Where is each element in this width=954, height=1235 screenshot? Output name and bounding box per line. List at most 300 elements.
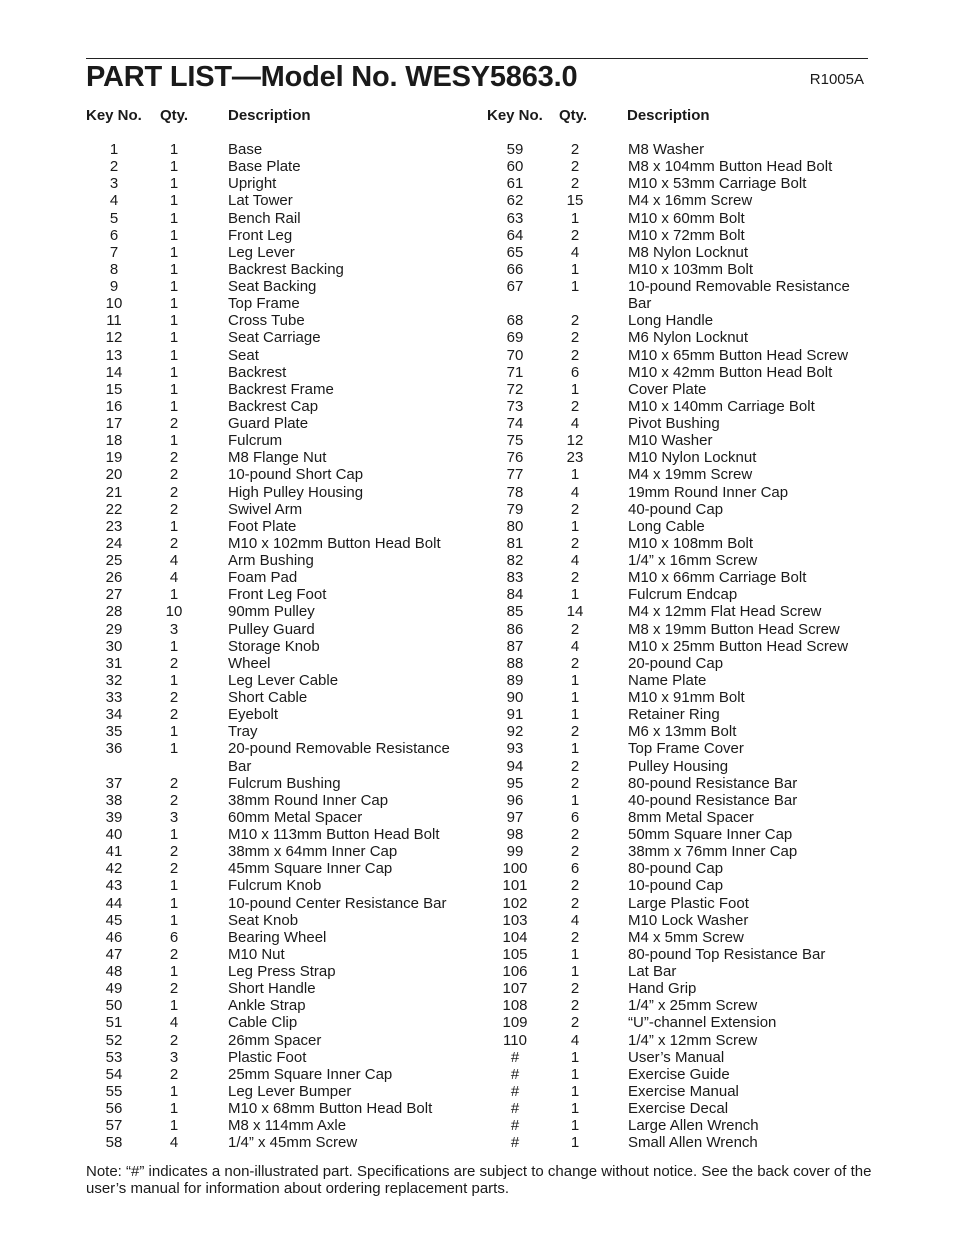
part-key-no: 105 [502, 945, 528, 963]
part-key-no: 39 [105, 808, 123, 826]
part-key-no: 5 [109, 209, 119, 227]
part-description: M8 Flange Nut [228, 449, 327, 467]
part-row [477, 312, 954, 329]
part-qty: 1 [169, 209, 179, 227]
part-qty: 2 [570, 997, 580, 1015]
part-description: M10 Nut [228, 945, 285, 963]
header-key-no-right: Key No. [487, 107, 543, 124]
part-row [477, 775, 954, 792]
part-description: 20-pound Removable Resistance [228, 740, 450, 758]
part-qty: 2 [570, 329, 580, 347]
part-row [0, 1049, 477, 1066]
part-row [477, 809, 954, 826]
part-description: Bearing Wheel [228, 928, 327, 946]
part-qty: 4 [570, 415, 580, 432]
part-row [477, 141, 954, 158]
part-description: User’s Manual [628, 1048, 725, 1066]
part-description: 1/4” x 45mm Screw [228, 1134, 358, 1152]
part-key-no: 8 [109, 260, 119, 278]
part-qty: 1 [169, 1117, 179, 1135]
part-row [0, 535, 477, 552]
part-row [477, 484, 954, 501]
part-qty: 1 [169, 226, 179, 244]
part-qty: 2 [169, 706, 179, 724]
part-key-no: # [510, 1117, 520, 1135]
part-description: 80-pound Resistance Bar [628, 774, 798, 792]
part-key-no: 67 [506, 278, 524, 295]
part-qty: 1 [570, 706, 580, 724]
part-row [0, 689, 477, 706]
part-row [477, 227, 954, 244]
part-qty: 2 [570, 312, 580, 330]
part-row [477, 535, 954, 552]
part-qty: 2 [570, 877, 580, 895]
part-qty: 2 [169, 945, 179, 963]
part-key-no: 108 [502, 997, 528, 1015]
part-key-no: 38 [105, 791, 123, 809]
part-description: 19mm Round Inner Cap [628, 483, 789, 501]
part-description: Cover Plate [628, 380, 707, 398]
part-qty: 14 [566, 603, 584, 621]
part-qty: 1 [570, 586, 580, 604]
part-description: 38mm x 64mm Inner Cap [228, 843, 398, 861]
part-row [477, 398, 954, 415]
part-qty: 1 [169, 637, 179, 655]
part-row [477, 877, 954, 894]
part-key-no: 35 [105, 723, 123, 741]
part-qty: 1 [169, 877, 179, 895]
part-key-no: 102 [502, 894, 528, 912]
part-key-no: 107 [502, 980, 528, 998]
part-key-no: 1 [109, 141, 119, 158]
part-qty: 1 [169, 963, 179, 980]
part-description: Front Leg [228, 226, 293, 244]
part-key-no: 49 [105, 980, 123, 998]
part-key-no: 27 [105, 586, 123, 604]
part-row [477, 638, 954, 655]
part-description: M10 x 113mm Button Head Bolt [228, 826, 440, 843]
part-qty: 1 [169, 260, 179, 278]
part-row [0, 895, 477, 912]
part-key-no: 104 [502, 928, 528, 946]
part-key-no: 66 [506, 260, 524, 278]
part-qty: 2 [169, 654, 179, 672]
part-qty: 2 [570, 1014, 580, 1032]
part-key-no: 10 [105, 295, 123, 313]
part-row [0, 141, 477, 158]
part-key-no: 83 [506, 569, 524, 587]
part-qty: 4 [570, 911, 580, 929]
part-qty: 1 [169, 826, 179, 843]
part-description: Cross Tube [228, 312, 305, 330]
part-row [0, 638, 477, 655]
part-qty: 1 [169, 1100, 179, 1117]
part-row [477, 552, 954, 569]
part-row [477, 347, 954, 364]
part-description: Short Cable [228, 689, 308, 706]
part-qty: 2 [169, 466, 179, 484]
part-key-no: # [510, 1065, 520, 1083]
part-key-no: 42 [105, 860, 123, 878]
part-key-no: 99 [506, 843, 524, 861]
part-key-no: 78 [506, 483, 524, 501]
part-description: Front Leg Foot [228, 586, 327, 604]
part-qty: 2 [169, 843, 179, 861]
part-qty: 4 [169, 1134, 179, 1152]
part-description: 50mm Square Inner Cap [628, 826, 793, 843]
part-description: 80-pound Top Resistance Bar [628, 945, 826, 963]
part-key-no: 85 [506, 603, 524, 621]
part-key-no: 23 [105, 517, 123, 535]
part-key-no: 13 [105, 346, 123, 364]
part-row [0, 946, 477, 963]
part-qty: 2 [570, 346, 580, 364]
part-qty: 2 [570, 774, 580, 792]
part-qty: 6 [570, 860, 580, 878]
part-description: Plastic Foot [228, 1048, 307, 1066]
part-description: 90mm Pulley [228, 603, 315, 621]
part-qty: 4 [570, 243, 580, 261]
part-qty: 4 [169, 569, 179, 587]
part-qty: 1 [169, 278, 179, 295]
document-code: R1005A [809, 71, 864, 88]
part-qty: 1 [570, 466, 580, 484]
part-row [477, 603, 954, 620]
part-key-no: 41 [105, 843, 123, 861]
part-key-no: 55 [105, 1082, 123, 1100]
part-description: Name Plate [628, 671, 707, 689]
part-description: 45mm Square Inner Cap [228, 860, 393, 878]
part-description: Guard Plate [228, 415, 309, 432]
part-qty: 1 [169, 243, 179, 261]
part-key-no: 58 [105, 1134, 123, 1152]
part-description: Foot Plate [228, 517, 297, 535]
part-key-no: 76 [506, 449, 524, 467]
part-qty: 4 [169, 552, 179, 569]
part-key-no: 96 [506, 791, 524, 809]
part-row [0, 295, 477, 312]
part-key-no: 14 [105, 363, 123, 381]
part-key-no: 37 [105, 774, 123, 792]
part-key-no: 91 [506, 706, 524, 724]
part-row [477, 792, 954, 809]
part-key-no: 60 [506, 158, 524, 176]
part-description: 60mm Metal Spacer [228, 808, 363, 826]
part-description: M8 x 19mm Button Head Screw [628, 620, 840, 638]
part-row [477, 1134, 954, 1151]
part-row [477, 415, 954, 432]
part-row [477, 843, 954, 860]
part-description: Eyebolt [228, 706, 279, 724]
part-qty: 2 [570, 980, 580, 998]
part-description: Short Handle [228, 980, 316, 998]
part-row [477, 329, 954, 346]
part-key-no: 25 [105, 552, 123, 569]
part-qty: 2 [169, 791, 179, 809]
part-description: M8 x 114mm Axle [228, 1117, 347, 1135]
part-key-no: 2 [109, 158, 119, 176]
part-key-no: 51 [105, 1014, 123, 1032]
part-key-no: 47 [105, 945, 123, 963]
part-description: M10 x 60mm Bolt [628, 209, 745, 227]
part-description: M10 x 140mm Carriage Bolt [628, 397, 815, 415]
part-key-no: 70 [506, 346, 524, 364]
part-key-no: 33 [105, 689, 123, 706]
part-description: 10-pound Short Cap [228, 466, 364, 484]
part-key-no: 64 [506, 226, 524, 244]
part-key-no: 32 [105, 671, 123, 689]
part-key-no: 71 [506, 363, 524, 381]
part-row [477, 175, 954, 192]
part-row [0, 809, 477, 826]
part-row [0, 415, 477, 432]
part-qty: 2 [570, 158, 580, 176]
part-row [0, 552, 477, 569]
part-description: High Pulley Housing [228, 483, 364, 501]
part-description: M10 Washer [628, 432, 713, 450]
part-description: Base [228, 141, 263, 158]
part-row [0, 1066, 477, 1083]
part-description: 38mm x 76mm Inner Cap [628, 843, 798, 861]
part-qty: 1 [570, 1048, 580, 1066]
part-key-no: 100 [502, 860, 528, 878]
left-parts-list [0, 141, 477, 1151]
part-key-no: 93 [506, 740, 524, 758]
part-row [0, 347, 477, 364]
part-row [477, 740, 954, 757]
part-description: M10 x 42mm Button Head Bolt [628, 363, 833, 381]
part-row [477, 278, 954, 295]
part-qty: 2 [169, 534, 179, 552]
part-qty: 1 [570, 963, 580, 980]
part-key-no: 45 [105, 911, 123, 929]
part-row [0, 860, 477, 877]
part-description: Tray [228, 723, 258, 741]
part-row [477, 1083, 954, 1100]
part-qty: 1 [570, 517, 580, 535]
part-row [477, 929, 954, 946]
part-row [0, 227, 477, 244]
part-row [477, 432, 954, 449]
part-row [0, 655, 477, 672]
part-key-no: 30 [105, 637, 123, 655]
part-key-no: 19 [105, 449, 123, 467]
part-qty: 1 [169, 363, 179, 381]
part-description: Fulcrum Bushing [228, 774, 341, 792]
part-qty: 1 [570, 689, 580, 706]
part-qty: 1 [169, 141, 179, 158]
part-description: Seat [228, 346, 259, 364]
part-key-no: 26 [105, 569, 123, 587]
part-description: M10 x 103mm Bolt [628, 260, 754, 278]
part-qty: 4 [169, 1014, 179, 1032]
part-description: M10 Lock Washer [628, 911, 749, 929]
part-row [0, 381, 477, 398]
part-row [0, 364, 477, 381]
part-key-no: 44 [105, 894, 123, 912]
part-row [0, 329, 477, 346]
part-description: M10 x 102mm Button Head Bolt [228, 534, 441, 552]
part-qty: 2 [169, 980, 179, 998]
part-row [0, 158, 477, 175]
part-qty: 1 [570, 209, 580, 227]
part-description: Top Frame [228, 295, 300, 313]
part-row [0, 740, 477, 757]
part-row [0, 432, 477, 449]
part-qty: 1 [169, 723, 179, 741]
part-key-no: 81 [506, 534, 524, 552]
part-row [0, 792, 477, 809]
part-qty: 1 [570, 1082, 580, 1100]
part-description: 40-pound Resistance Bar [628, 791, 798, 809]
part-row [477, 210, 954, 227]
part-description: 38mm Round Inner Cap [228, 791, 389, 809]
part-key-no: 82 [506, 552, 524, 569]
part-row [477, 1014, 954, 1031]
part-row [477, 569, 954, 586]
part-row [0, 261, 477, 278]
part-row [477, 244, 954, 261]
part-description: M4 x 5mm Screw [628, 928, 744, 946]
part-key-no: 98 [506, 826, 524, 843]
part-row [477, 1049, 954, 1066]
part-row [0, 175, 477, 192]
part-row [477, 381, 954, 398]
part-qty: 4 [570, 637, 580, 655]
part-row [477, 980, 954, 997]
part-description: Exercise Guide [628, 1065, 730, 1083]
part-description: Upright [228, 175, 277, 193]
part-key-no: 69 [506, 329, 524, 347]
part-row [0, 278, 477, 295]
part-description: Fulcrum Endcap [628, 586, 738, 604]
part-key-no: 17 [105, 415, 123, 432]
part-qty: 1 [169, 295, 179, 313]
part-row [0, 1014, 477, 1031]
part-row [477, 1100, 954, 1117]
part-description: Foam Pad [228, 569, 298, 587]
part-key-no: 59 [506, 141, 524, 158]
part-description: M8 Nylon Locknut [628, 243, 749, 261]
part-description: Leg Lever Cable [228, 671, 339, 689]
part-qty: 1 [570, 260, 580, 278]
part-qty: 2 [169, 860, 179, 878]
part-key-no: 103 [502, 911, 528, 929]
part-qty: 15 [566, 192, 584, 210]
part-description: Large Allen Wrench [628, 1117, 759, 1135]
part-description: Long Handle [628, 312, 714, 330]
part-row [0, 192, 477, 209]
footnote: Note: “#” indicates a non-illustrated part. Specifications are subject to change without notice. See the back cover of the user’s manual for information about ordering replacement parts. [86, 1163, 872, 1197]
part-key-no: 75 [506, 432, 524, 450]
part-description: M4 x 19mm Screw [628, 466, 753, 484]
part-row [0, 586, 477, 603]
part-qty: 2 [570, 757, 580, 775]
part-key-no: 80 [506, 517, 524, 535]
part-key-no: 4 [109, 192, 119, 210]
part-row [0, 501, 477, 518]
part-qty: 1 [169, 894, 179, 912]
part-qty: 1 [570, 1100, 580, 1117]
part-description: M10 x 65mm Button Head Screw [628, 346, 849, 364]
part-key-no: # [510, 1082, 520, 1100]
part-description: 8mm Metal Spacer [628, 808, 754, 826]
part-description: Ankle Strap [228, 997, 306, 1015]
part-qty: 1 [169, 517, 179, 535]
part-description: Backrest Cap [228, 397, 319, 415]
part-key-no: 21 [105, 483, 123, 501]
part-qty: 2 [169, 415, 179, 432]
part-description: Pivot Bushing [628, 415, 720, 432]
part-description: “U”-channel Extension [628, 1014, 777, 1032]
part-row [477, 621, 954, 638]
part-description: Exercise Decal [628, 1100, 729, 1117]
part-key-no: 63 [506, 209, 524, 227]
part-row [0, 1134, 477, 1151]
part-row [477, 655, 954, 672]
part-row [0, 758, 477, 775]
part-description: 1/4” x 25mm Screw [628, 997, 758, 1015]
part-description: M6 x 13mm Bolt [628, 723, 737, 741]
part-qty: 1 [570, 278, 580, 295]
part-qty: 1 [169, 1082, 179, 1100]
part-qty: 1 [570, 945, 580, 963]
part-key-no: 74 [506, 415, 524, 432]
part-qty: 1 [169, 997, 179, 1015]
part-description: Leg Press Strap [228, 963, 336, 980]
part-key-no: 87 [506, 637, 524, 655]
part-qty: 1 [169, 397, 179, 415]
part-row [477, 672, 954, 689]
part-qty: 2 [570, 928, 580, 946]
part-qty: 1 [169, 312, 179, 330]
part-qty: 2 [169, 1031, 179, 1049]
part-qty: 1 [570, 791, 580, 809]
part-description: 1/4” x 16mm Screw [628, 552, 758, 569]
part-row [477, 192, 954, 209]
part-key-no: 61 [506, 175, 524, 193]
part-qty: 1 [570, 380, 580, 398]
part-row [0, 518, 477, 535]
part-qty: 6 [570, 808, 580, 826]
part-qty: 2 [169, 449, 179, 467]
part-qty: 1 [169, 432, 179, 450]
part-description: 25mm Square Inner Cap [228, 1065, 393, 1083]
part-row [0, 1083, 477, 1100]
part-key-no: 97 [506, 808, 524, 826]
part-qty: 2 [570, 175, 580, 193]
part-key-no: 43 [105, 877, 123, 895]
part-key-no: 3 [109, 175, 119, 193]
part-description: 10-pound Removable Resistance [628, 278, 850, 295]
part-row [477, 912, 954, 929]
part-row [0, 826, 477, 843]
part-description: M10 x 91mm Bolt [628, 689, 745, 706]
header-qty-right: Qty. [559, 107, 588, 124]
part-key-no: 24 [105, 534, 123, 552]
part-key-no: 12 [105, 329, 123, 347]
part-qty: 3 [169, 1048, 179, 1066]
part-row [0, 997, 477, 1014]
part-description: M8 x 104mm Button Head Bolt [628, 158, 833, 176]
part-key-no: 65 [506, 243, 524, 261]
part-description: Arm Bushing [228, 552, 314, 569]
part-description: Leg Lever [228, 243, 295, 261]
part-description: Hand Grip [628, 980, 697, 998]
part-key-no: 50 [105, 997, 123, 1015]
right-parts-list [477, 141, 954, 1151]
part-row [0, 484, 477, 501]
